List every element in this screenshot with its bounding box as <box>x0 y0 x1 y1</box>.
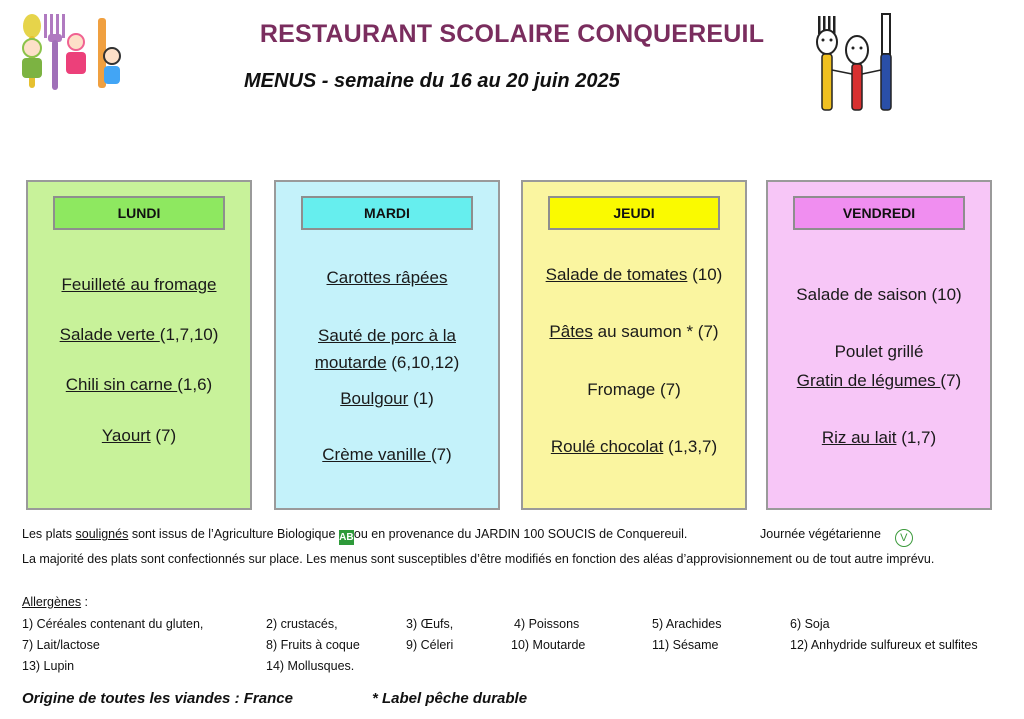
allergen-item: 9) Céleri <box>406 638 454 652</box>
day-column-vendredi <box>766 180 992 510</box>
allergen-item: 6) Soja <box>790 617 830 631</box>
allergen-item: 4) Poissons <box>514 617 580 631</box>
allergens-heading: Allergènes : <box>22 595 89 609</box>
allergen-item: 12) Anhydride sulfureux et sulfites <box>790 638 978 652</box>
allergen-item: 10) Moutarde <box>511 638 586 652</box>
disclaimer: La majorité des plats sont confectionnés sur place. Les menus sont susceptibles d’être modifiés en fonction des aléas d’approvisionnement ou de tout autre imprévu. <box>22 552 935 566</box>
day-label: JEUDI <box>548 196 720 230</box>
allergen-item: 1) Céréales contenant du gluten, <box>22 617 204 631</box>
menu-item: Crème vanille (7) <box>322 445 452 464</box>
allergen-item: 11) Sésame <box>652 638 719 652</box>
leaf-icon: V <box>895 529 913 547</box>
cutlery-characters-logo <box>812 10 902 115</box>
day-label: VENDREDI <box>793 196 965 230</box>
allergen-item: 2) crustacés, <box>266 617 338 631</box>
menu-item: Salade de saison (10) <box>796 285 962 304</box>
day-label: MARDI <box>301 196 473 230</box>
day-label: LUNDI <box>53 196 225 230</box>
day-column-jeudi <box>521 180 747 510</box>
allergen-item: 8) Fruits à coque <box>266 638 360 652</box>
ab-organic-icon: AB <box>339 532 354 543</box>
allergen-item: 7) Lait/lactose <box>22 638 100 652</box>
allergen-item: 3) Œufs, <box>406 617 454 631</box>
allergen-item: 14) Mollusques. <box>266 659 355 673</box>
menu-item: Carottes râpées <box>326 268 448 287</box>
meat-origin-note: Origine de toutes les viandes : France <box>22 690 293 707</box>
menu-item: Salade verte (1,7,10) <box>59 325 219 344</box>
bio-note: Les plats soulignés sont issus de l’Agriculture Biologique ABou en provenance du JARDIN 100 SOUCIS de Conquereuil. <box>22 527 688 543</box>
day-column-lundi <box>26 180 252 510</box>
vegetarian-note: Journée végétarienne V <box>760 527 913 547</box>
sustainable-fishing-note: * Label pêche durable <box>372 690 528 707</box>
menu-item: moutarde (6,10,12) <box>314 353 460 372</box>
menu-item: Poulet grillé <box>834 342 924 361</box>
menu-item: Pâtes au saumon * (7) <box>549 322 719 341</box>
menu-item: Gratin de légumes (7) <box>796 371 962 390</box>
menu-item: Roulé chocolat (1,3,7) <box>550 437 718 456</box>
menu-item: Yaourt (7) <box>101 426 177 445</box>
menu-item: Boulgour (1) <box>340 389 434 408</box>
menu-item: Riz au lait (1,7) <box>821 428 937 447</box>
allergen-item: 5) Arachides <box>652 617 722 631</box>
menu-item: Feuilleté au fromage <box>61 275 217 294</box>
day-column-mardi <box>274 180 500 510</box>
page-title: RESTAURANT SCOLAIRE CONQUEREUIL <box>259 20 765 48</box>
menu-item: Salade de tomates (10) <box>545 265 723 284</box>
menu-item: Fromage (7) <box>587 380 681 399</box>
allergen-item: 13) Lupin <box>22 659 75 673</box>
menu-item: Sauté de porc à la <box>318 326 456 345</box>
menu-item: Chili sin carne (1,6) <box>65 375 213 394</box>
page-subtitle: MENUS - semaine du 16 au 20 juin 2025 <box>244 70 620 92</box>
